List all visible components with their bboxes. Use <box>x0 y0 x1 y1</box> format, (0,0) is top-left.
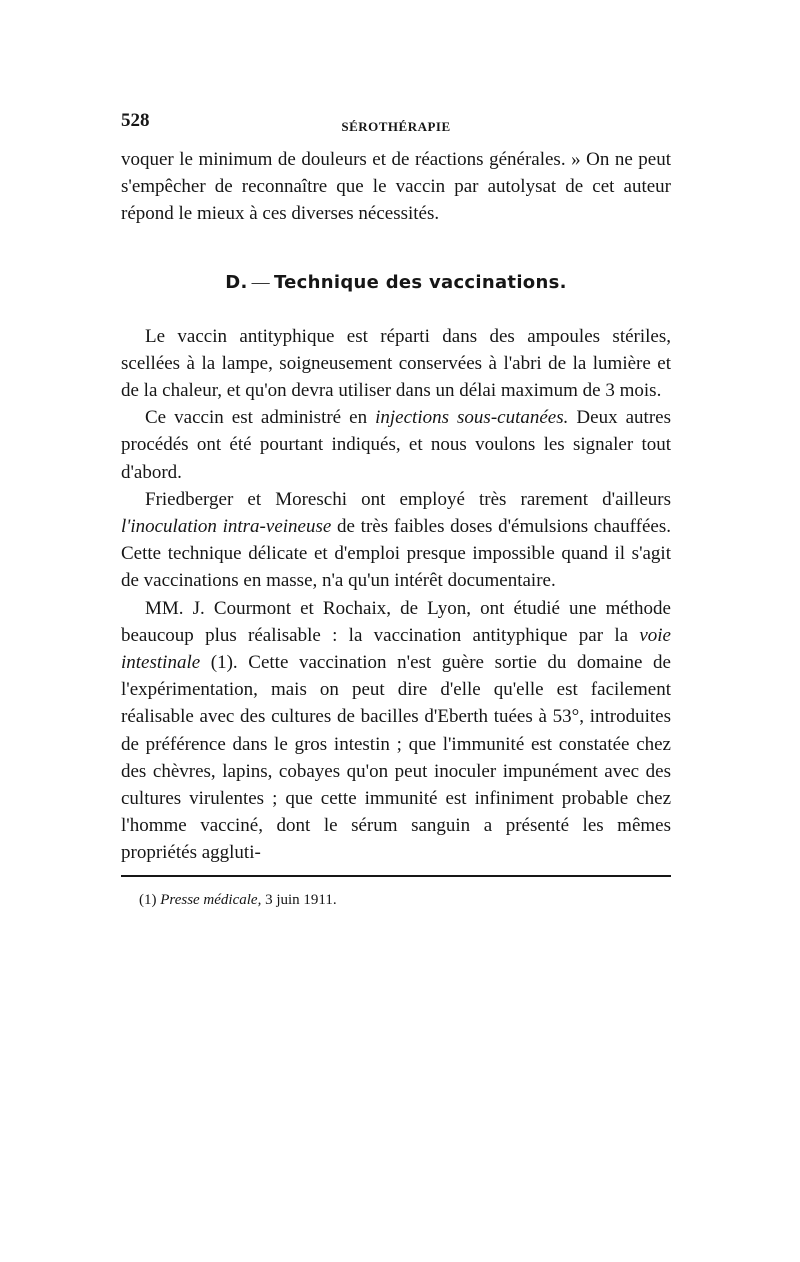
section-heading <box>121 272 671 293</box>
running-title: SÉROTHÉRAPIE <box>341 119 451 134</box>
section-title: Technique des vaccinations. <box>273 271 567 293</box>
paragraph-text: (1). Cette vaccination n'est guère sortie du domaine de l'expérimentation, mais on peut dire d'elle qu'elle est facilement réalisable avec des cultures de bacilles d'Eberth tuées à 53°, introduites de préférence dans le gros intestin ; que l'immunité est constatée chez des chèvres, lapins, cobayes qu'on peut inoculer impunément avec des cultures virulentes ; que cette immunité est infiniment probable chez l'homme vacciné, dont le sérum sanguin a présenté les mêmes propriétés aggluti- <box>121 652 671 864</box>
footnote <box>121 889 671 911</box>
footnote-marker: (1) <box>139 891 161 908</box>
page-header <box>121 110 671 146</box>
page-number: 528 <box>121 110 150 131</box>
paragraph-intravenous <box>121 486 671 595</box>
paragraph-text: MM. J. Courmont et Rochaix, de Lyon, ont étudié une méthode beaucoup plus réalisable : la vaccination antityphique par la <box>121 597 671 646</box>
paragraph-text: Friedberger et Moreschi ont employé très rarement d'ailleurs <box>145 488 671 510</box>
footnote-date: 3 juin 1911. <box>261 891 337 908</box>
book-page <box>121 110 671 911</box>
footnote-divider <box>121 875 671 877</box>
emphasis-text: l'inoculation intra-veineuse <box>121 516 332 538</box>
emphasis-text: voie intestinale <box>121 624 671 674</box>
emphasis-text: injections sous-cutanées. <box>375 407 569 429</box>
paragraph-text: de très faibles doses d'émulsions chauffées. Cette technique délicate et d'emploi presque impossible quand il s'agit de vaccinations en masse, n'a qu'un intérêt documentaire. <box>121 516 671 592</box>
paragraph-administration <box>121 404 671 486</box>
intro-paragraph: voquer le minimum de douleurs et de réactions générales. » On ne peut s'empêcher de reconnaître que le vaccin par autolysat de cet auteur répond le mieux à ces diverses nécessités. <box>121 149 671 225</box>
footnote-source: Presse médicale, <box>160 891 262 908</box>
paragraph-text: Deux autres procédés ont été pourtant indiqués, et nous voulons les signaler tout d'abord. <box>121 407 671 483</box>
paragraph-storage: Le vaccin antityphique est réparti dans des ampoules stériles, scellées à la lampe, soigneusement conservées à l'abri de la lumière et de la chaleur, et qu'on devra utiliser dans un délai maximum de 3 mois. <box>121 325 671 402</box>
section-letter: D. <box>225 271 248 293</box>
paragraph-text: Ce vaccin est administré en <box>145 407 376 429</box>
paragraph-intestinal <box>121 595 671 867</box>
section-dash: — <box>251 271 270 292</box>
